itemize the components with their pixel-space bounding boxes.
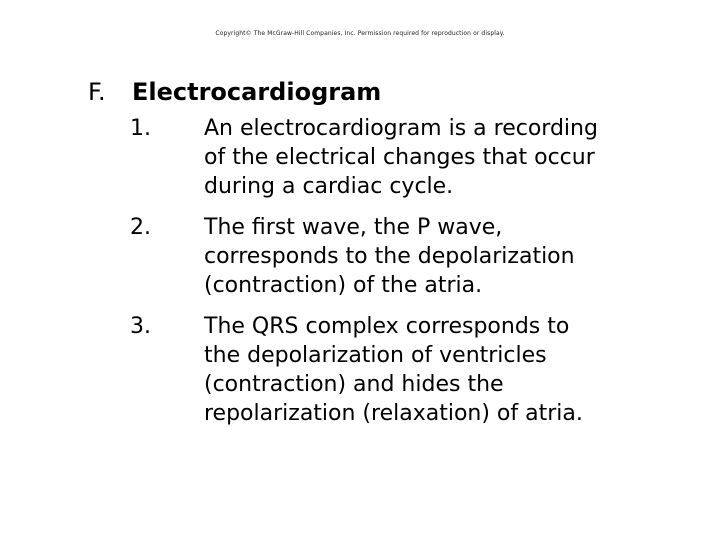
text-line: The first wave, the P wave, [204, 215, 503, 240]
list-item-text [204, 213, 654, 300]
text-line: the depolarization of ventricles [204, 343, 547, 368]
section-title: Electrocardiogram [132, 78, 382, 106]
text-line: of the electrical changes that occur [204, 145, 595, 170]
list-item-text [204, 312, 654, 428]
section-letter: F. [88, 78, 106, 106]
text-line: An electrocardiogram is a recording [204, 116, 598, 141]
text-line: The QRS complex corresponds to [204, 314, 570, 339]
list-item-text [204, 114, 654, 201]
list-item-number: 3. [130, 314, 151, 339]
list-item-number: 2. [130, 215, 151, 240]
section-heading [88, 77, 381, 107]
text-line: (contraction) of the atria. [204, 273, 483, 298]
text-line: repolarization (relaxation) of atria. [204, 401, 583, 426]
text-line: during a cardiac cycle. [204, 174, 454, 199]
list-item-number: 1. [130, 116, 151, 141]
copyright-notice: Copyright© The McGraw-Hill Companies, Inc. Permission required for reproduction or display. [215, 30, 505, 37]
text-line: (contraction) and hides the [204, 372, 504, 397]
text-line: corresponds to the depolarization [204, 244, 575, 269]
